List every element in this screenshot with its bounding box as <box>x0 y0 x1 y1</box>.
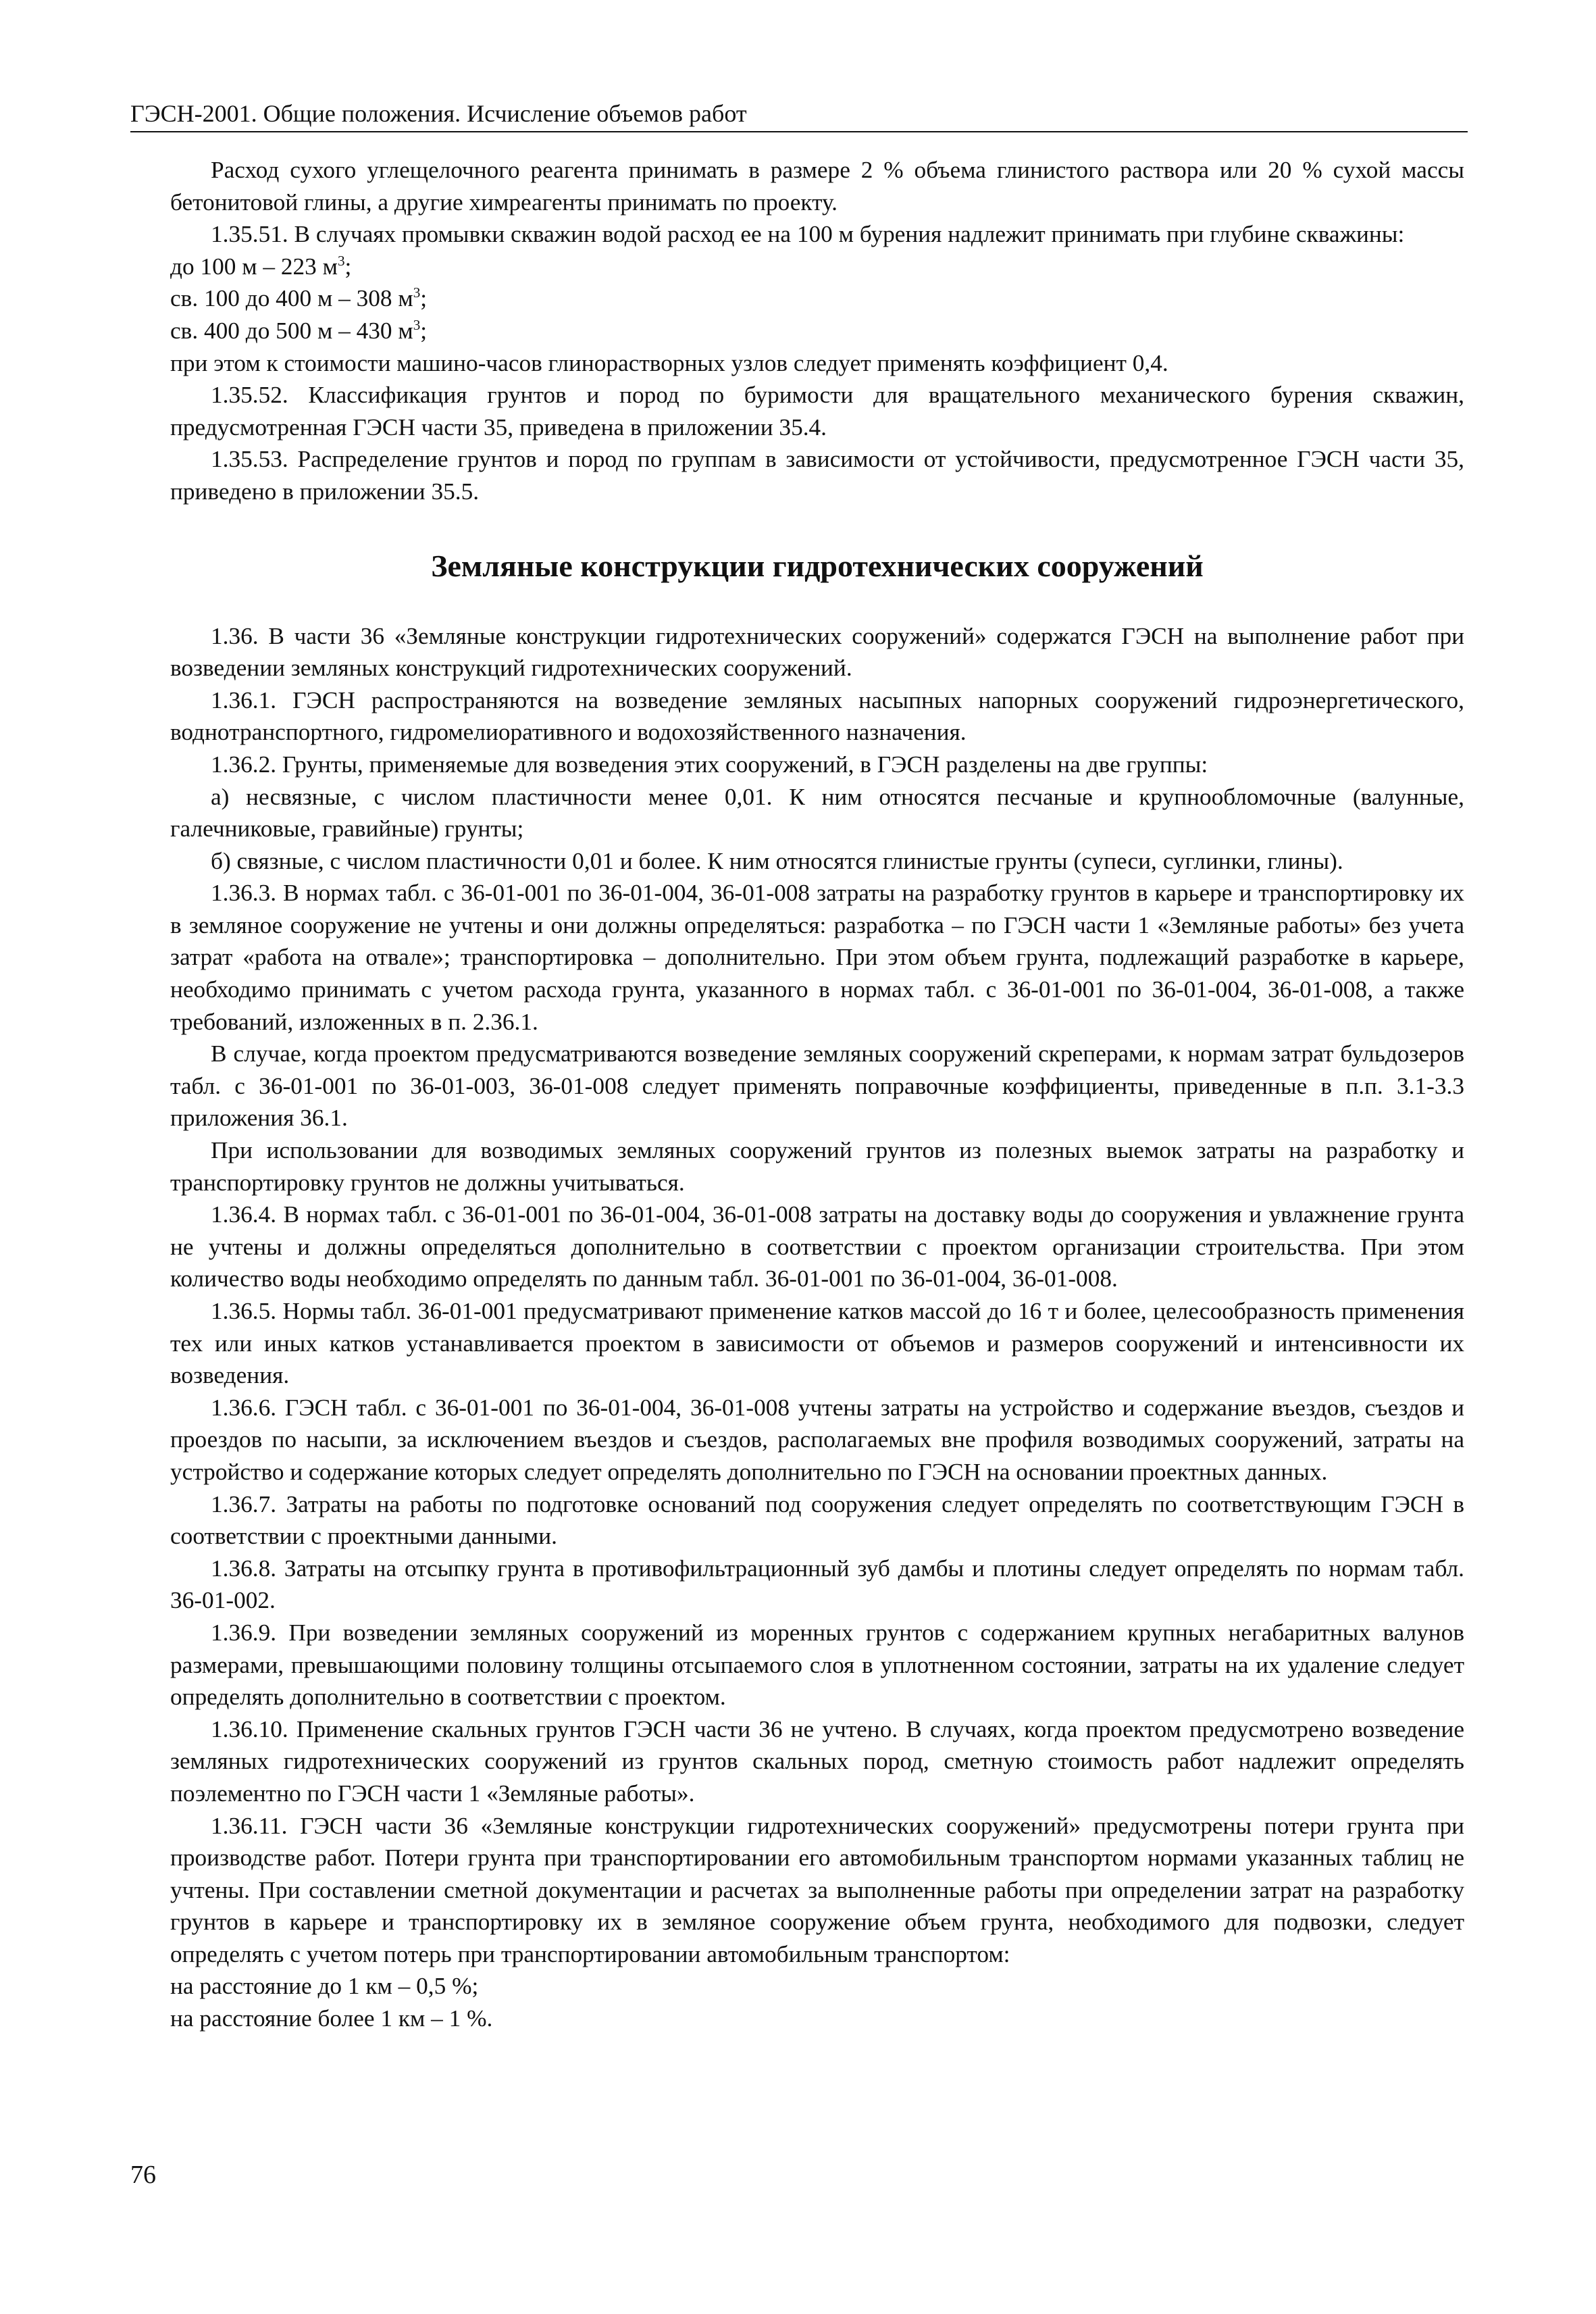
section-title: Земляные конструкции гидротехнических сооружений <box>431 548 1204 583</box>
paragraph: б) связные, с числом пластичности 0,01 и более. К ним относятся глинистые грунты (супеси, суглинки, глины). <box>211 847 1343 874</box>
paragraph: 1.35.51. В случаях промывки скважин водой расход ее на 100 м бурения надлежит принимать при глубине скважины: <box>211 221 1405 248</box>
paragraph: а) несвязные, с числом пластичности менее 0,01. К ним относятся песчаные и крупнообломочные (валунные, галечниковые, гравийные) грунты; <box>170 783 1464 842</box>
list-item: на расстояние более 1 км – 1 %. <box>170 2005 493 2032</box>
page-number: 76 <box>130 2161 156 2189</box>
list-item: св. 400 до 500 м – 430 $м^3$; <box>170 317 428 344</box>
page-content <box>170 154 1464 2035</box>
paragraph: 1.36.5. Нормы табл. 36-01-001 предусматривают применение катков массой до 16 т и более, целесообразность применения тех или иных катков устанавливается проектом в зависимости от объемов и размеров сооружений и интенсивности их возведения. <box>170 1298 1464 1389</box>
list-item: до 100 м – 223 $м^3$; <box>170 253 352 280</box>
paragraph: 1.35.52. Классификация грунтов и пород по буримости для вращательного механического бурения скважин, предусмотренная ГЭСН части 35, приведена в приложении 35.4. <box>170 382 1464 441</box>
paragraph: при этом к стоимости машино-часов глинорастворных узлов следует применять коэффициент 0,4. <box>170 349 1168 376</box>
paragraph: 1.36.2. Грунты, применяемые для возведения этих сооружений, в ГЭСН разделены на две группы: <box>211 751 1208 778</box>
paragraph: 1.36.11. ГЭСН части 36 «Земляные конструкции гидротехнических сооружений» предусмотрены потери грунта при производстве работ. Потери грунта при транспортировании его автомобильным транспортом нормами указанных таблиц не учтены. При составлении сметной документации и расчетах за выполненные работы при определении затрат на разработку грунтов в карьере и транспортировку их в земляное сооружение объем грунта, необходимого для подвозки, следует определять с учетом потерь при транспортировании автомобильным транспортом: <box>170 1812 1464 1967</box>
paragraph: В случае, когда проектом предусматриваются возведение земляных сооружений скреперами, к нормам затрат бульдозеров табл. с 36-01-001 по 36-01-003, 36-01-008 следует применять поправочные коэффициенты, приведенные в п.п. 3.1-3.3 приложения 36.1. <box>170 1040 1464 1132</box>
list-item: на расстояние до 1 км – 0,5 %; <box>170 1973 479 2000</box>
paragraph: 1.36.1. ГЭСН распространяются на возведение земляных насыпных напорных сооружений гидроэнергетического, воднотранспортного, гидромелиоративного и водохозяйственного назначения. <box>170 686 1464 746</box>
paragraph: 1.36. В части 36 «Земляные конструкции гидротехнических сооружений» содержатся ГЭСН на выполнение работ при возведении земляных конструкций гидротехнических сооружений. <box>170 622 1464 682</box>
paragraph: 1.36.6. ГЭСН табл. с 36-01-001 по 36-01-004, 36-01-008 учтены затраты на устройство и содержание въездов, съездов и проездов по насыпи, за исключением въездов и съездов, располагаемых вне профиля возводимых сооружений, затраты на устройство и содержание которых следует определять дополнительно по ГЭСН на основании проектных данных. <box>170 1394 1464 1485</box>
paragraph: 1.35.53. Распределение грунтов и пород по группам в зависимости от устойчивости, предусмотренное ГЭСН части 35, приведено в приложении 35.5. <box>170 446 1464 505</box>
list-item: св. 100 до 400 м – 308 $м^3$; <box>170 284 428 312</box>
paragraph: 1.36.7. Затраты на работы по подготовке оснований под сооружения следует определять по соответствующим ГЭСН в соответствии с проектными данными. <box>170 1490 1464 1550</box>
running-header: ГЭСН-2001. Общие положения. Исчисление объемов работ <box>130 99 1468 132</box>
paragraph: 1.36.9. При возведении земляных сооружений из моренных грунтов с содержанием крупных негабаритных валунов размерами, превышающими половину толщины отсыпаемого слоя в уплотненном состоянии, затраты на их удаление следует определять дополнительно в соответствии с проектом. <box>170 1619 1464 1711</box>
paragraph: 1.36.3. В нормах табл. с 36-01-001 по 36-01-004, 36-01-008 затраты на разработку грунтов в карьере и транспортировку их в земляное сооружение не учтены и они должны определяться: разработка – по ГЭСН части 1 «Земляные работы» без учета затрат «работа на отвале»; транспортировка – дополнительно. При этом объем грунта, подлежащий разработке в карьере, необходимо принимать с учетом расхода грунта, указанного в нормах табл. с 36-01-001 по 36-01-004, 36-01-008, а также требований, изложенных в п. 2.36.1. <box>170 880 1464 1035</box>
paragraph: Расход сухого углещелочного реагента принимать в размере 2 % объема глинистого раствора или 20 % сухой массы бетонитовой глины, а другие химреагенты принимать по проекту. <box>170 157 1464 216</box>
paragraph: 1.36.4. В нормах табл. с 36-01-001 по 36-01-004, 36-01-008 затраты на доставку воды до сооружения и увлажнение грунта не учтены и должны определяться дополнительно в соответствии с проектом организации строительства. При этом количество воды необходимо определять по данным табл. 36-01-001 по 36-01-004, 36-01-008. <box>170 1201 1464 1292</box>
paragraph: 1.36.8. Затраты на отсыпку грунта в противофильтрационный зуб дамбы и плотины следует определять по нормам табл. 36-01-002. <box>170 1555 1464 1614</box>
paragraph: При использовании для возводимых земляных сооружений грунтов из полезных выемок затраты на разработку и транспортировку грунтов не должны учитываться. <box>170 1137 1464 1196</box>
paragraph: 1.36.10. Применение скальных грунтов ГЭСН части 36 не учтено. В случаях, когда проектом предусмотрено возведение земляных гидротехнических сооружений из грунтов скальных пород, сметную стоимость работ надлежит определять поэлементно по ГЭСН части 1 «Земляные работы». <box>170 1715 1464 1807</box>
